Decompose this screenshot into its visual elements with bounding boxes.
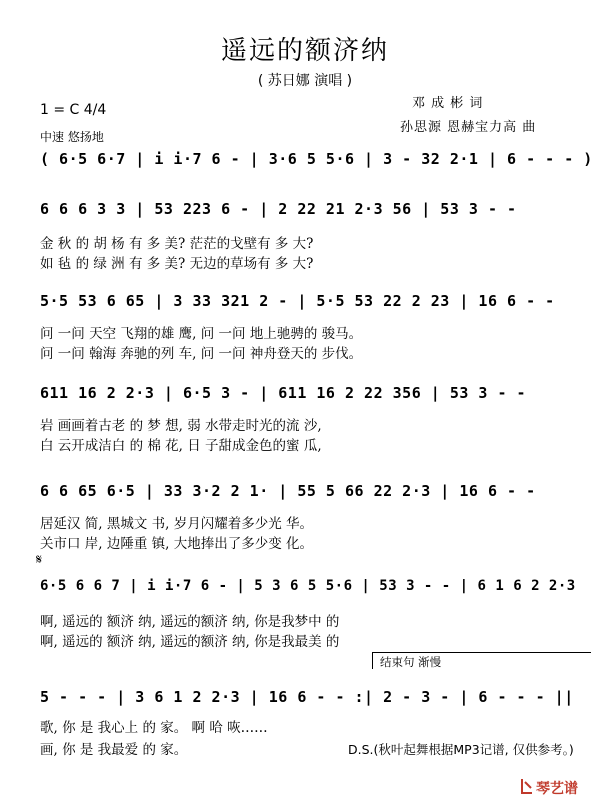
lyricist-credit: 邓 成 彬 词 [412, 96, 484, 111]
site-watermark: 琴艺谱 [536, 781, 578, 797]
lyric-line-2b: 问 一问 翰海 奔驰的列 车, 问 一问 神舟登天的 步伐。 [40, 346, 363, 362]
key-signature: 1 = C 4/4 [40, 102, 107, 118]
score-row-6: 5 - - - | 3 6 1 2 2·3 | 16 6 - - :| 2 - 3 - | 6 - - - || [40, 688, 574, 706]
score-row-3: 611 16 2 2·3 | 6·5 3 - | 611 16 2 22 356 | 53 3 - - [40, 384, 527, 402]
composer-credit: 孙思源 恩赫宝力高 曲 [400, 120, 537, 135]
ending-label: 结束句 渐慢 [380, 655, 442, 669]
lyric-line-6a: 歌, 你 是 我心上 的 家。 啊 哈 咴…… [40, 720, 268, 736]
score-row-1: 6 6 6 3 3 | 53 223 6 - | 2 22 21 2·3 56 | 53 3 - - [40, 200, 517, 218]
score-row-4: 6 6 65 6·5 | 33 3·2 2 1· | 55 5 66 22 2·3 | 16 6 - - [40, 482, 536, 500]
logo-icon [520, 778, 534, 794]
performer-line: ( 苏日娜 演唱 ) [257, 73, 353, 89]
lyric-line-6b: 画, 你 是 我最爱 的 家。 [40, 742, 188, 758]
ds-note: D.S.(秋叶起舞根据MP3记谱, 仅供参考。) [348, 742, 574, 757]
lyric-line-1b: 如 毡 的 绿 洲 有 多 美? 无边的草场有 多 大? [40, 256, 314, 272]
lyric-line-3b: 白 云开成洁白 的 棉 花, 日 子甜成金色的蜜 瓜, [40, 438, 322, 454]
lyric-line-5a: 啊, 遥远的 额济 纳, 遥远的额济 纳, 你是我梦中 的 [40, 614, 340, 630]
lyric-line-2a: 问 一问 天空 飞翔的雄 鹰, 问 一问 地上驰骋的 骏马。 [40, 326, 363, 342]
song-title: 遥远的额济纳 [220, 36, 389, 66]
lyric-line-3a: 岩 画画着古老 的 梦 想, 弱 水带走时光的流 沙, [40, 418, 322, 434]
score-row-intro: ( 6·5 6·7 | i i·7 6 - | 3·6 5 5·6 | 3 - 32 2·1 | 6 - - - ) [40, 150, 593, 168]
lyric-line-5b: 啊, 遥远的 额济 纳, 遥远的额济 纳, 你是我最美 的 [40, 634, 340, 650]
score-row-2: 5·5 53 6 65 | 3 33 321 2 - | 5·5 53 22 2 23 | 16 6 - - [40, 292, 555, 310]
lyric-line-1a: 金 秋 的 胡 杨 有 多 美? 茫茫的戈壁有 多 大? [40, 236, 314, 252]
segno-sign: 𝄋 [36, 552, 43, 568]
tempo-marking: 中速 悠扬地 [40, 130, 104, 144]
lyric-line-4a: 居延汉 简, 黑城文 书, 岁月闪耀着多少光 华。 [40, 516, 314, 532]
lyric-line-4b: 关市口 岸, 边陲重 镇, 大地捧出了多少变 化。 [40, 536, 314, 552]
score-row-5: 6·5 6 6 7 | i i·7 6 - | 5 3 6 5 5·6 | 53 3 - - | 6 1 6 2 2·3 [40, 578, 576, 594]
